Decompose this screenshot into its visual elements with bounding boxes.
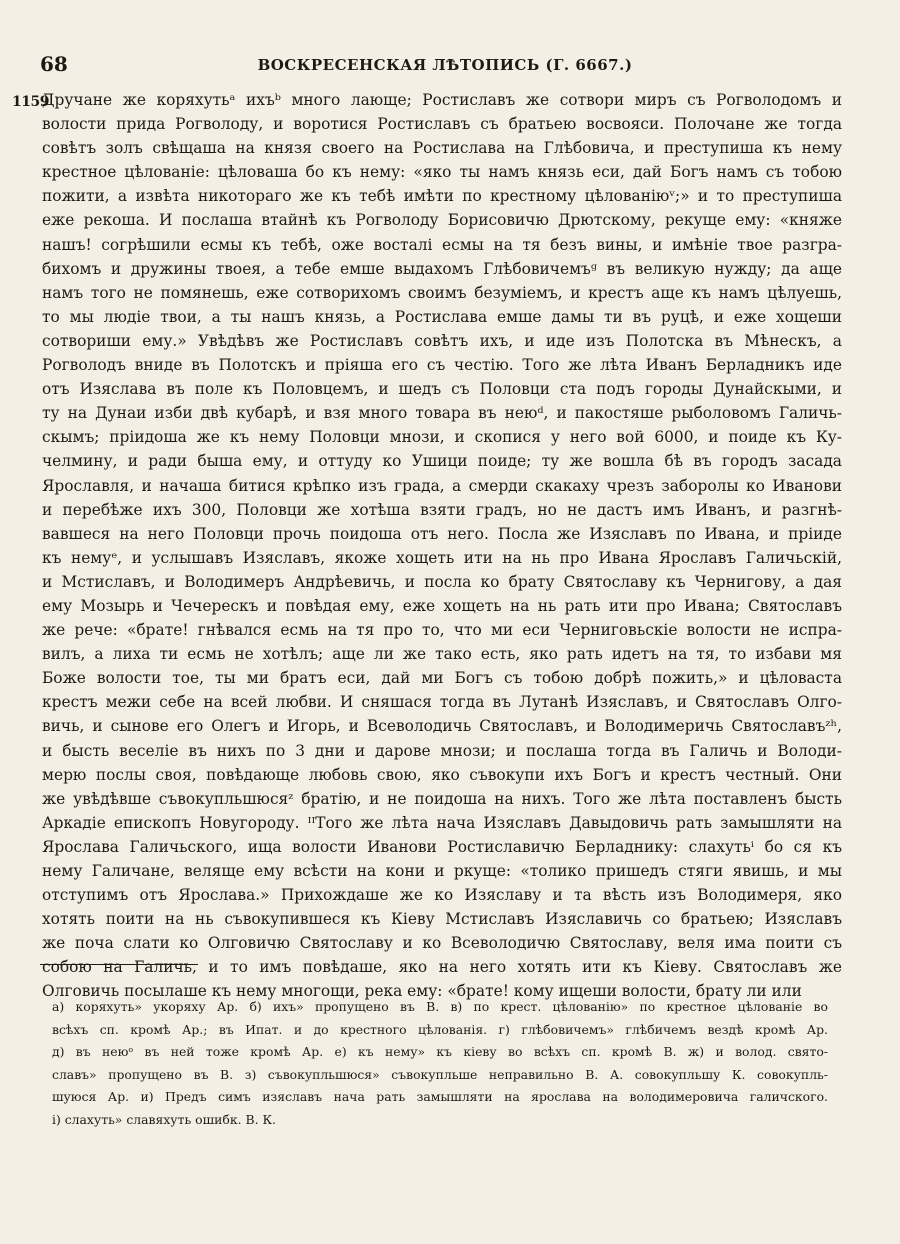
text-line: собою на Галичь, и то имъ повѣдаше, яко на него хотять ити къ Кіеву. Святославъ же xyxy=(42,958,842,977)
text-line: мерю послы своя, повѣдающе любовь свою, яко съвокупи ихъ Богъ и крестъ честный. Они xyxy=(42,765,842,784)
text-line: и Мстиславъ, и Володимеръ Андрѣевичь, и посла ко брату Святославу къ Чернигову, а дая xyxy=(42,572,842,591)
text-line: крестъ межи себе на всей любви. И сняшася тогда въ Лутанѣ Изяславъ, и Святославъ Олго- xyxy=(42,693,842,712)
text-line: нему Галичане, веляще ему всѣсти на кони и ркуще: «толико пришедъ стяги явишь, и мы xyxy=(42,862,842,880)
chronicle-text xyxy=(42,88,842,1004)
text-line: сотвориши ему.» Увѣдѣвъ же Ростиславъ совѣтъ ихъ, и иде изъ Полотска въ Мѣнескъ, а xyxy=(42,331,842,350)
text-line: и перебѣже ихъ 300, Половци же хотѣша взяти градъ, но не дастъ имъ Иванъ, и разгнѣ- xyxy=(42,500,842,519)
text-line: ту на Дунаи изби двѣ кубарѣ, и взя много товара въ неюᵈ, и пакостяше рыболовомъ Галичь- xyxy=(42,404,842,423)
footnote-line: шуюся Ар. и) Предъ симъ изяславъ нача рать замышляти на ярослава на володимеровича галичского. xyxy=(52,1089,828,1104)
text-line: Аркадіе епископъ Новугороду. ᴵᴵТого же лѣта нача Изяславъ Давыдовичь рать замышляти на xyxy=(42,813,842,832)
text-line: къ немуᵉ, и услышавъ Изяславъ, якоже хощеть ити на нь про Ивана Ярославъ Галичьскій, xyxy=(42,548,842,567)
text-line: крестное цѣлованіе: цѣловаша бо къ нему: «яко ты намъ князь еси, дай Богъ намъ съ тобою xyxy=(42,163,842,182)
text-line: Боже волости тое, ты ми братъ еси, дай ми Богъ съ тобою добрѣ пожить,» и цѣловаста xyxy=(42,669,842,688)
footnote-line: і) слахуть» славяхуть ошибк. В. К. xyxy=(52,1111,276,1127)
text-line: отступимъ отъ Ярослава.» Прихождаше же ко Изяславу и та вѣсть изъ Володимеря, яко xyxy=(42,886,842,905)
text-line: намъ того не помянешь, еже сотворихомъ своимъ безуміемъ, и крестъ аще къ намъ цѣлуешь, xyxy=(42,283,842,302)
text-line: Ярославля, и начаша битися крѣпко изъ града, а смерди скакаху чрезъ заборолы ко Иванови xyxy=(42,476,842,495)
text-line: ему Мозырь и Чечерескъ и повѣдая ему, еже хощеть на нь рать ити про Ивана; Святославъ xyxy=(42,596,842,615)
page-header xyxy=(40,50,850,84)
footnote-line: славъ» пропущено въ В. з) съвокупльшюся» съвокупльше неправильно В. А. совокупльшу К. совокупль- xyxy=(52,1066,828,1082)
margin-year: 1159 xyxy=(12,94,49,110)
text-line: Олговичь посылаше къ нему многощи, река ему: «брате! кому ищеши волости, брату ли или xyxy=(42,982,802,1001)
text-line: Ярослава Галичьского, ища волости Иванови Ростиславичю Берладнику: слахутьⁱ бо ся къ xyxy=(42,837,842,856)
text-line: вавшеся на него Половци прочь поидоша отъ него. Посла же Изяславъ по Ивана, и пріиде xyxy=(42,524,842,543)
footnote-line: а) коряхуть» укоряху Ар. б) ихъ» пропущено въ В. в) по крест. цѣлованію» по крестное цѣлованіе во xyxy=(52,999,828,1014)
text-line: нашъ! согрѣшили есмы къ тебѣ, оже восталі есмы на тя безъ вины, и имѣніе твое разгра- xyxy=(42,235,842,254)
text-line: пожити, а извѣта никотораго же къ тебѣ имѣти по крестному цѣлованіюᵛ;» и то преступиша xyxy=(42,187,842,206)
text-line: вилъ, а лиха ти есмь не хотѣлъ; аще ли же тако есть, яко рать идетъ на тя, то избави мя xyxy=(42,645,842,664)
text-line: челмину, и ради быша ему, и оттуду ко Ушици поиде; ту же вошла бѣ въ городъ засада xyxy=(42,452,842,471)
text-line: бихомъ и дружины твоея, а тебе емше выдахомъ Глѣбовичемъᵍ въ великую нужду; да аще xyxy=(42,259,842,278)
footnote-divider xyxy=(40,964,198,965)
text-line: Дручане же коряхутьᵃ ихъᵇ много лающе; Ростиславъ же сотвори миръ съ Рогволодомъ и xyxy=(42,91,842,109)
text-line: волости прида Рогволоду, и воротися Ростиславъ съ братьею восвояси. Полочане же тогда xyxy=(42,115,842,134)
text-line: совѣтъ золъ свѣщаша на князя своего на Ростислава на Глѣбовича, и преступиша къ нему xyxy=(42,139,842,158)
text-line: же рече: «брате! гнѣвался есмь на тя про то, что ми еси Черниговьскіе волости не испра- xyxy=(42,621,842,640)
footnotes xyxy=(52,996,828,1131)
running-head: ВОСКРЕСЕНСКАЯ ЛѢТОПИСЬ (Г. 6667.) xyxy=(257,56,633,74)
text-line: же поча слати ко Олговичю Святославу и ко Всеволодичю Святославу, веля има поити съ xyxy=(42,934,842,953)
text-line: Рогволодъ вниде въ Полотскъ и пріяша его съ честію. Того же лѣта Иванъ Берладникъ иде xyxy=(42,356,842,375)
text-line: и бысть веселіе въ нихъ по 3 дни и дарове мнози; и послаша тогда въ Галичь и Володи- xyxy=(42,741,842,760)
text-line: скымъ; пріидоша же къ нему Половци мнози, и скопися у него вой 6000, и поиде къ Ку- xyxy=(42,428,842,447)
text-line: то мы людіе твои, а ты нашъ князь, а Ростислава емше дамы ти въ руцѣ, и еже хощеши xyxy=(42,307,842,326)
text-line: хотять поити на нь съвокупившеся къ Кіеву Мстиславъ Изяславичь со братьею; Изяславъ xyxy=(42,910,842,929)
text-line: еже рекоша. И послаша втайнѣ къ Рогволоду Борисовичю Дрютскому, рекуще ему: «княже xyxy=(42,211,842,230)
page-number: 68 xyxy=(40,52,68,76)
footnote-line: д) въ неюᵒ въ ней тоже кромѣ Ар. е) къ нему» къ кіеву во всѣхъ сп. кромѣ В. ж) и волод. свято- xyxy=(52,1044,828,1059)
text-line: вичь, и сынове его Олегъ и Игорь, и Всеволодичь Святославъ, и Володимеричь Святославъᶻʰ, xyxy=(42,717,842,736)
text-line: отъ Изяслава въ поле къ Половцемъ, и шедъ съ Половци ста подъ городы Дунайскыми, и xyxy=(42,380,842,399)
footnote-line: всѣхъ сп. кромѣ Ар.; въ Ипат. и до крестного цѣлованія. г) глѣбовичемъ» глѣбичемъ вездѣ кромѣ Ар. xyxy=(52,1021,828,1037)
text-line: же увѣдѣвше съвокупльшюсяᶻ братію, и не поидоша на нихъ. Того же лѣта поставленъ бысть xyxy=(42,789,842,808)
